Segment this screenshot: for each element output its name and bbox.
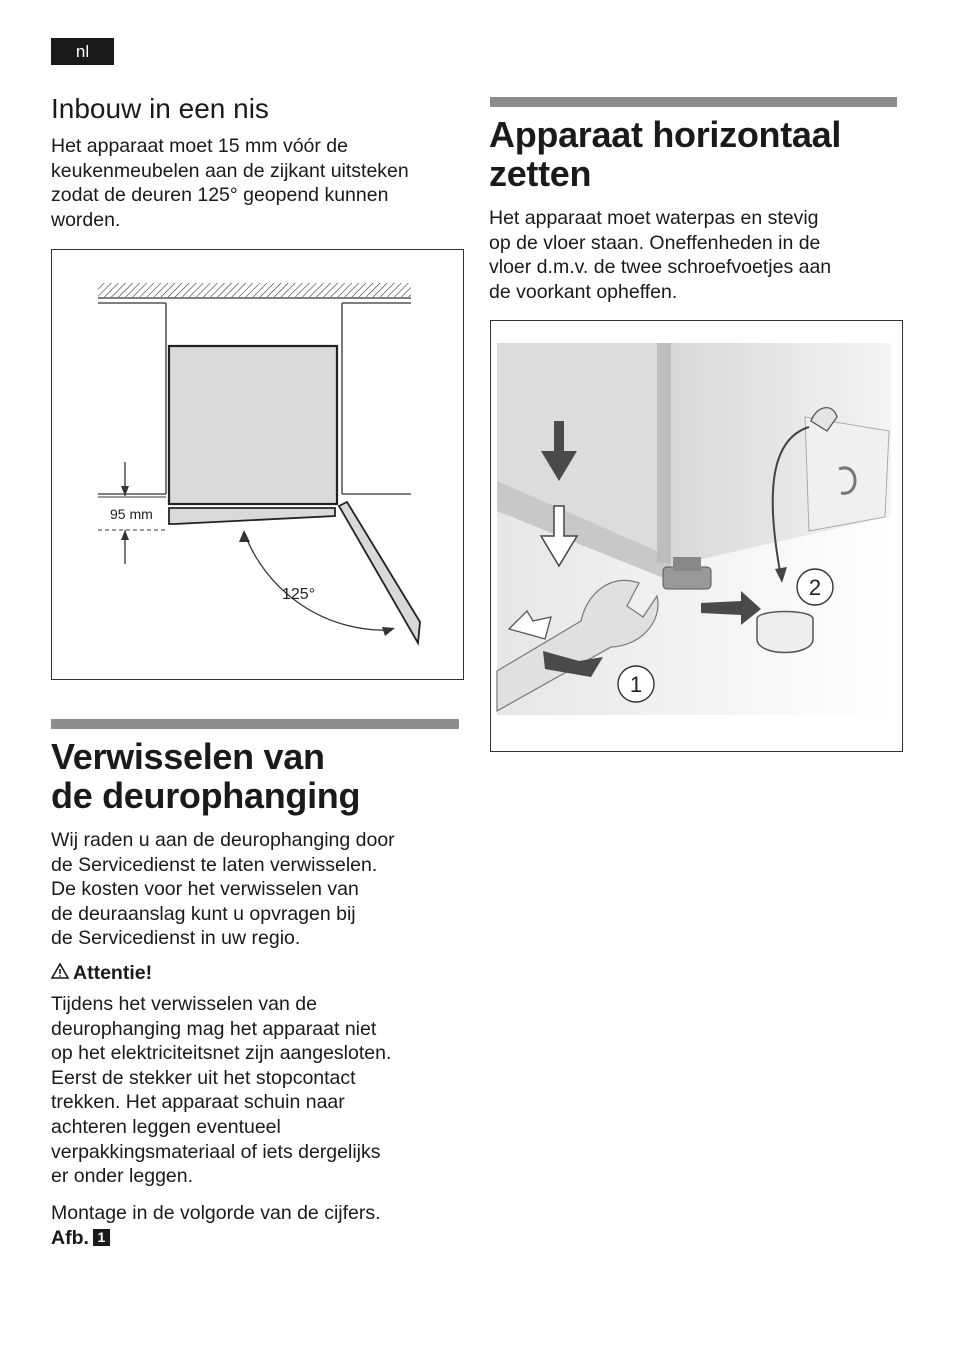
niche-title: Inbouw in een nis [51, 93, 269, 124]
title-line: zetten [489, 153, 592, 194]
language-badge: nl [51, 38, 114, 65]
text-line: op de vloer staan. Oneffenheden in de [489, 231, 821, 254]
warning-triangle-icon [51, 962, 73, 985]
figure-reference [51, 1226, 461, 1251]
door-hinge-title [51, 737, 360, 815]
title-line: de deurophanging [51, 775, 361, 816]
text-line: de Servicedienst in uw regio. [51, 927, 301, 950]
leveling-title [489, 115, 841, 193]
appliance-door [169, 508, 335, 524]
text-line: de voorkant opheffen. [489, 280, 678, 303]
warning-heading [51, 962, 152, 985]
text-line: deurophanging mag het apparaat niet [51, 1017, 377, 1040]
wall-hatch [98, 283, 411, 297]
leveling-figure [490, 320, 903, 752]
text-line: vloer d.m.v. de twee schroefvoetjes aan [489, 256, 832, 279]
text-line: de deuraanslag kunt u opvragen bij [51, 902, 356, 925]
niche-diagram [52, 250, 465, 681]
figure-ref-label: Afb. [51, 1226, 89, 1249]
step-2-label: 2 [808, 575, 822, 600]
text-line: zodat de deuren 125° geopend kunnen [51, 184, 389, 207]
text-line: Het apparaat moet 15 mm vóór de [51, 135, 348, 157]
warning-label: Attentie! [73, 962, 153, 984]
leveling-diagram [491, 321, 904, 753]
leveling-paragraph [489, 206, 899, 304]
montage-paragraph [51, 1201, 461, 1250]
text-line: keukenmeubelen aan de zijkant uitsteken [51, 159, 409, 182]
door-edge [657, 343, 671, 563]
open-door [339, 502, 420, 643]
text-line: verpakkingsmateriaal of iets dergelijks [51, 1140, 381, 1163]
section-rule [490, 97, 897, 107]
text-line: De kosten voor het verwisselen van [51, 878, 359, 901]
appliance-body [169, 346, 337, 504]
title-line: Verwisselen van [51, 736, 325, 777]
text-line: er onder leggen. [51, 1165, 194, 1188]
text-line: trekken. Het apparaat schuin naar [51, 1091, 345, 1114]
text-line: achteren leggen eventueel [51, 1115, 281, 1138]
cover-cap [757, 612, 813, 653]
niche-figure [51, 249, 464, 680]
title-line: Apparaat horizontaal [489, 114, 842, 155]
text-line: Eerst de stekker uit het stopcontact [51, 1066, 356, 1089]
warning-paragraph [51, 992, 451, 1189]
text-line: Tijdens het verwisselen van de [51, 993, 317, 1015]
text-line: Montage in de volgorde van de cijfers. [51, 1202, 381, 1224]
niche-paragraph [51, 134, 461, 232]
text-line: Wij raden u aan de deurophanging door [51, 829, 395, 851]
text-line: op het elektriciteitsnet zijn aangesloten. [51, 1042, 392, 1065]
text-line: de Servicedienst te laten verwisselen. [51, 853, 378, 876]
dimension-label: 95 mm [110, 506, 153, 522]
text-line: worden. [51, 208, 121, 231]
parts-bag [805, 417, 889, 531]
section-rule [51, 719, 459, 729]
door-hinge-paragraph [51, 828, 451, 951]
text-line: Het apparaat moet waterpas en stevig [489, 207, 819, 229]
figure-number-badge: 1 [93, 1229, 110, 1246]
step-1-label: 1 [629, 672, 643, 697]
angle-label: 125° [282, 586, 316, 603]
